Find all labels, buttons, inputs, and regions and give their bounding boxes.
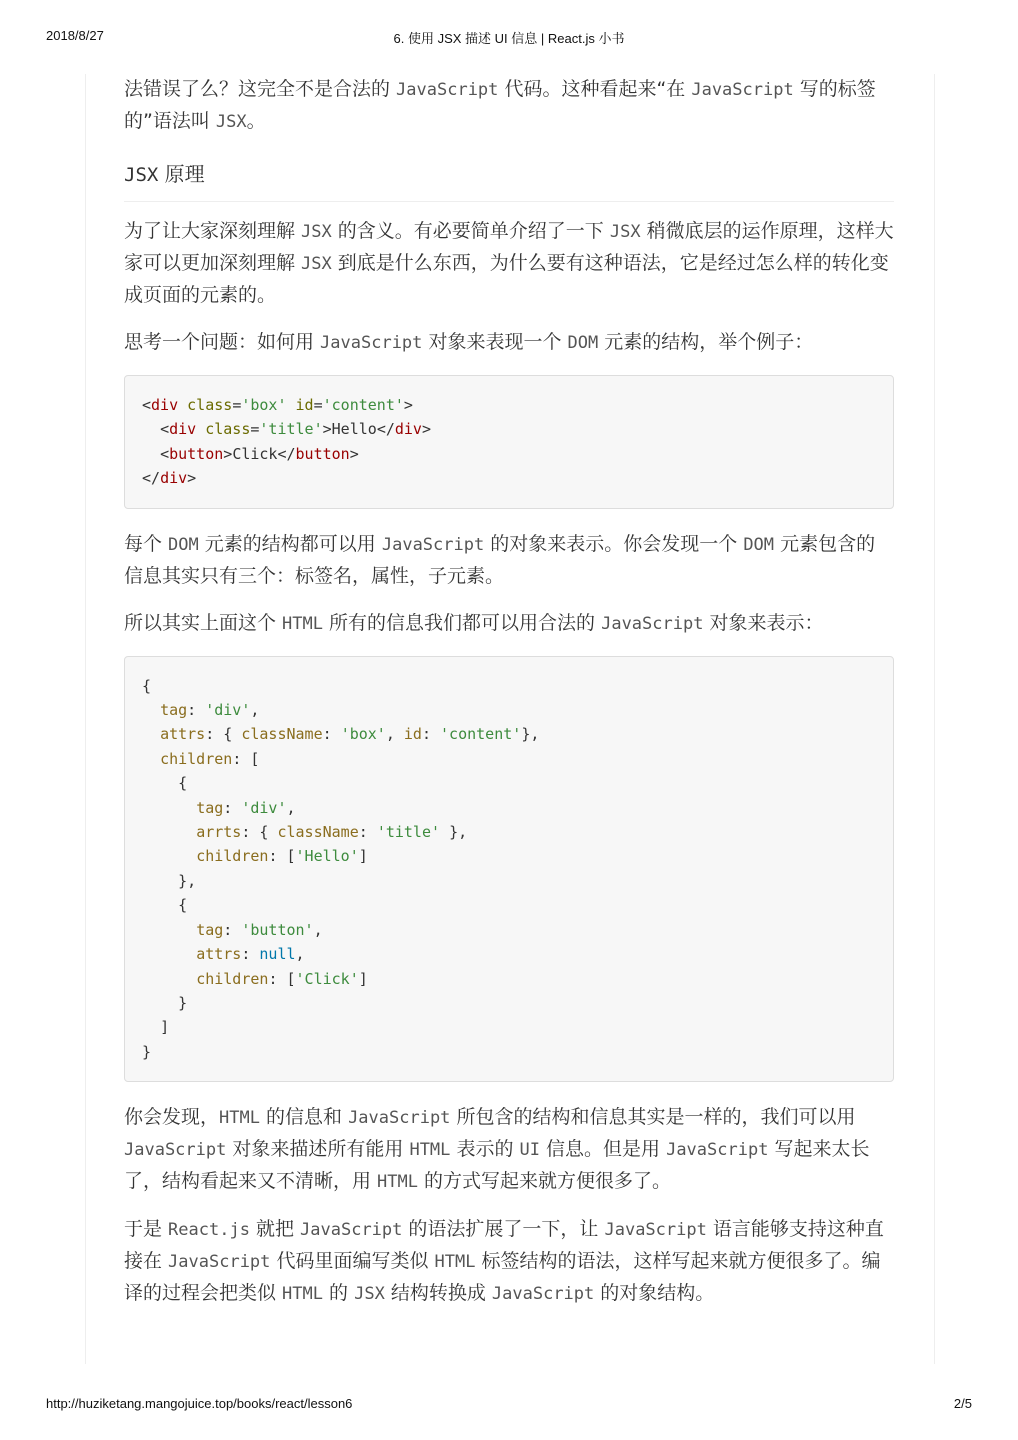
inline-code: JSX	[354, 1284, 385, 1305]
inline-code: HTML	[377, 1172, 418, 1193]
inline-code: HTML	[219, 1108, 260, 1129]
inline-code: JavaScript	[604, 1220, 707, 1241]
inline-code: HTML	[282, 1284, 323, 1305]
inline-code: JSX	[301, 222, 332, 242]
paragraph-react-jsx: 于是 React.js 就把 JavaScript 的语法扩展了一下，让 JavaScript 语言能够支持这种直接在 JavaScript 代码里面编写类似 HTML 标签结构的语法，这样写起来就方便很多了。编译的过程会把类似 HTML 的 JSX 结构转换成 JavaScript 的对象结构。	[124, 1218, 884, 1305]
section-heading-jsx-principle: JSX 原理	[124, 158, 894, 202]
code-block-js-object: { tag: 'div', attrs: { className: 'box', id: 'content'}, children: [ { tag: 'div', arrts: { className: 'title' }, children: ['Hello'] }, { tag: 'button', attrs: null, children: ['Click'] } ] }	[124, 656, 894, 1083]
inline-code: JavaScript	[320, 333, 423, 353]
inline-code: React.js	[168, 1220, 250, 1241]
inline-code: HTML	[409, 1140, 451, 1161]
print-header	[46, 28, 972, 46]
inline-code: JSX	[215, 112, 247, 132]
print-date: 2018/8/27	[46, 28, 104, 43]
inline-code: DOM	[743, 534, 775, 555]
inline-code: HTML	[282, 613, 323, 634]
inline-code: JavaScript	[348, 1108, 451, 1129]
print-title: 6. 使用 JSX 描述 UI 信息 | React.js 小书	[393, 31, 625, 46]
inline-code: JavaScript	[168, 1252, 271, 1273]
inline-code: JSX	[301, 254, 332, 274]
inline-code: UI	[519, 1140, 540, 1161]
heading-code: JSX	[124, 164, 159, 186]
inline-code: JavaScript	[666, 1140, 769, 1161]
paragraph-jsx-intro: 法错误了么？这完全不是合法的 JavaScript 代码。这种看起来“在 JavaScript 写的标签的”语法叫 JSX。	[124, 78, 876, 132]
inline-code: JavaScript	[396, 80, 499, 100]
inline-code: JavaScript	[381, 534, 485, 555]
inline-code: HTML	[434, 1252, 476, 1273]
paragraph-html-js-same: 你会发现，HTML 的信息和 JavaScript 所包含的结构和信息其实是一样的，我们可以用 JavaScript 对象来描述所有能用 HTML 表示的 UI 信息。但是用 JavaScript 写起来太长了，结构看起来又不清晰，用 HTML 的方式写起来就方便很多了。	[124, 1106, 870, 1193]
code-block-html: <div class='box' id='content'> <div class='title'>Hello</div> <button>Click</button> </div>	[124, 375, 894, 509]
inline-code: JavaScript	[691, 80, 794, 100]
inline-code: JSX	[609, 222, 641, 242]
inline-code: JavaScript	[300, 1220, 403, 1241]
inline-code: JavaScript	[491, 1284, 595, 1305]
paragraph-html-as-object: 所以其实上面这个 HTML 所有的信息我们都可以用合法的 JavaScript 对象来表示：	[124, 611, 824, 634]
print-footer	[46, 1396, 972, 1414]
article-body	[124, 74, 894, 1310]
paragraph-dom-structure: 每个 DOM 元素的结构都可以用 JavaScript 的对象来表示。你会发现一个 DOM 元素包含的信息其实只有三个：标签名，属性，子元素。	[124, 532, 876, 587]
print-page-number: 2/5	[953, 1396, 972, 1411]
paragraph-principle: 为了让大家深刻理解 JSX 的含义。有必要简单介绍了一下 JSX 稍微底层的运作原理，这样大家可以更加深刻理解 JSX 到底是什么东西，为什么要有这种语法，它是经过怎么样的转化变成页面的元素的。	[124, 220, 894, 306]
inline-code: DOM	[567, 333, 599, 353]
paragraph-question: 思考一个问题：如何用 JavaScript 对象来表现一个 DOM 元素的结构，举个例子：	[124, 331, 814, 353]
inline-code: JavaScript	[601, 613, 704, 634]
print-url[interactable]: http://huziketang.mangojuice.top/books/react/lesson6	[46, 1396, 353, 1411]
inline-code: DOM	[168, 534, 199, 555]
inline-code: JavaScript	[124, 1140, 227, 1161]
